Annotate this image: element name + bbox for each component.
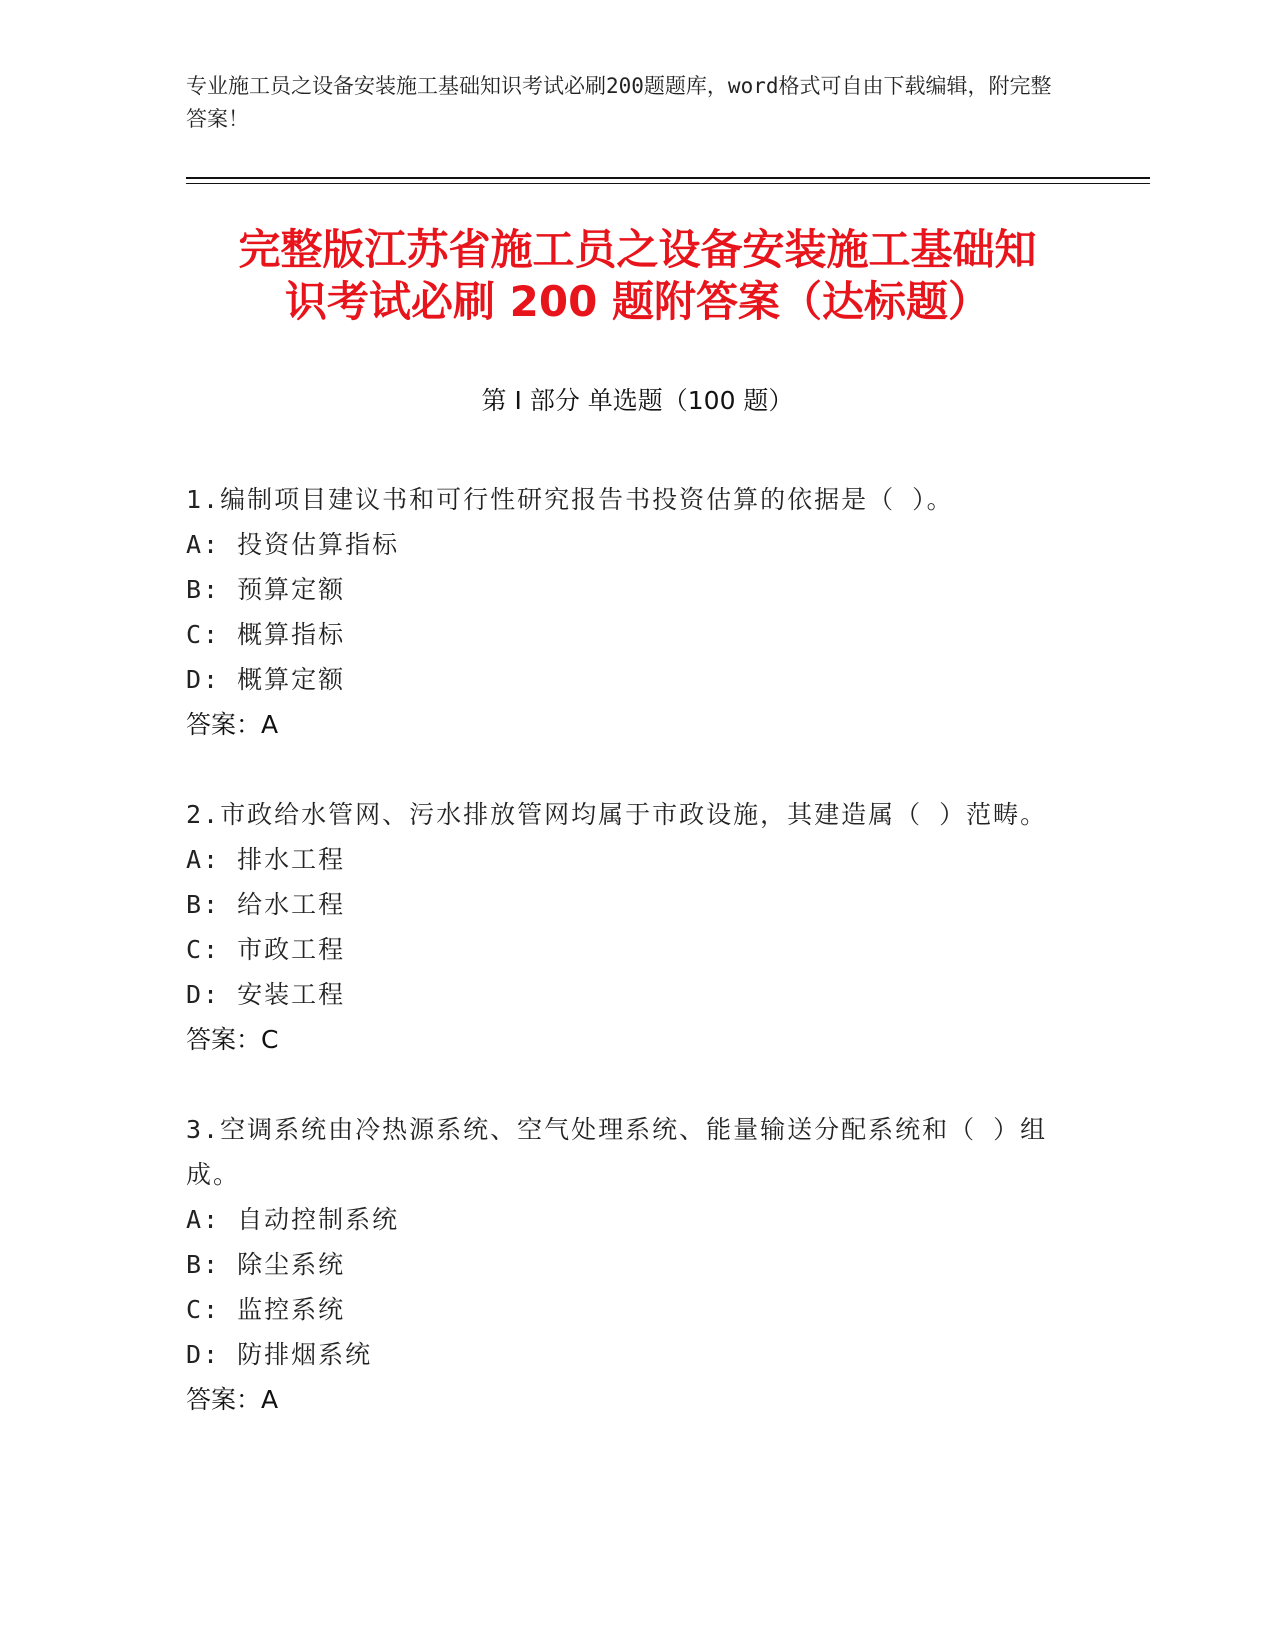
question-spacer xyxy=(186,747,1081,792)
question-spacer xyxy=(186,1062,1081,1107)
question-stem: 1.编制项目建议书和可行性研究报告书投资估算的依据是（ ）。 xyxy=(186,485,954,514)
answer: 答案：A xyxy=(186,710,279,739)
option-b: B: 除尘系统 xyxy=(186,1250,346,1279)
answer: 答案：C xyxy=(186,1025,279,1054)
question-list xyxy=(186,477,1081,1422)
document-title-line-2: 识考试必刷 200 题附答案（达标题） xyxy=(285,277,990,326)
document-title xyxy=(150,224,1125,328)
section-title: 第 I 部分 单选题（100 题） xyxy=(481,386,794,415)
option-d: D: 防排烟系统 xyxy=(186,1340,373,1369)
header-rule-thick xyxy=(186,177,1150,179)
option-c: C: 概算指标 xyxy=(186,620,346,649)
option-b: B: 给水工程 xyxy=(186,890,346,919)
option-b: B: 预算定额 xyxy=(186,575,346,604)
header-note: 专业施工员之设备安装施工基础知识考试必刷200题题库，word格式可自由下载编辑，附完整答案！ xyxy=(186,74,1052,131)
question-2 xyxy=(186,792,1081,1062)
question-3 xyxy=(186,1107,1081,1422)
option-d: D: 概算定额 xyxy=(186,665,346,694)
option-a: A: 排水工程 xyxy=(186,845,346,874)
option-d: D: 安装工程 xyxy=(186,980,346,1009)
option-a: A: 自动控制系统 xyxy=(186,1205,400,1234)
header-rule-thin xyxy=(186,183,1150,184)
option-c: C: 监控系统 xyxy=(186,1295,346,1324)
question-stem: 2.市政给水管网、污水排放管网均属于市政设施，其建造属（ ）范畴。 xyxy=(186,800,1048,829)
answer: 答案：A xyxy=(186,1385,279,1414)
question-stem: 3.空调系统由冷热源系统、空气处理系统、能量输送分配系统和（ ）组成。 xyxy=(186,1115,1048,1189)
document-title-line-1: 完整版江苏省施工员之设备安装施工基础知 xyxy=(238,225,1037,274)
option-a: A: 投资估算指标 xyxy=(186,530,400,559)
option-c: C: 市政工程 xyxy=(186,935,346,964)
question-1 xyxy=(186,477,1081,747)
